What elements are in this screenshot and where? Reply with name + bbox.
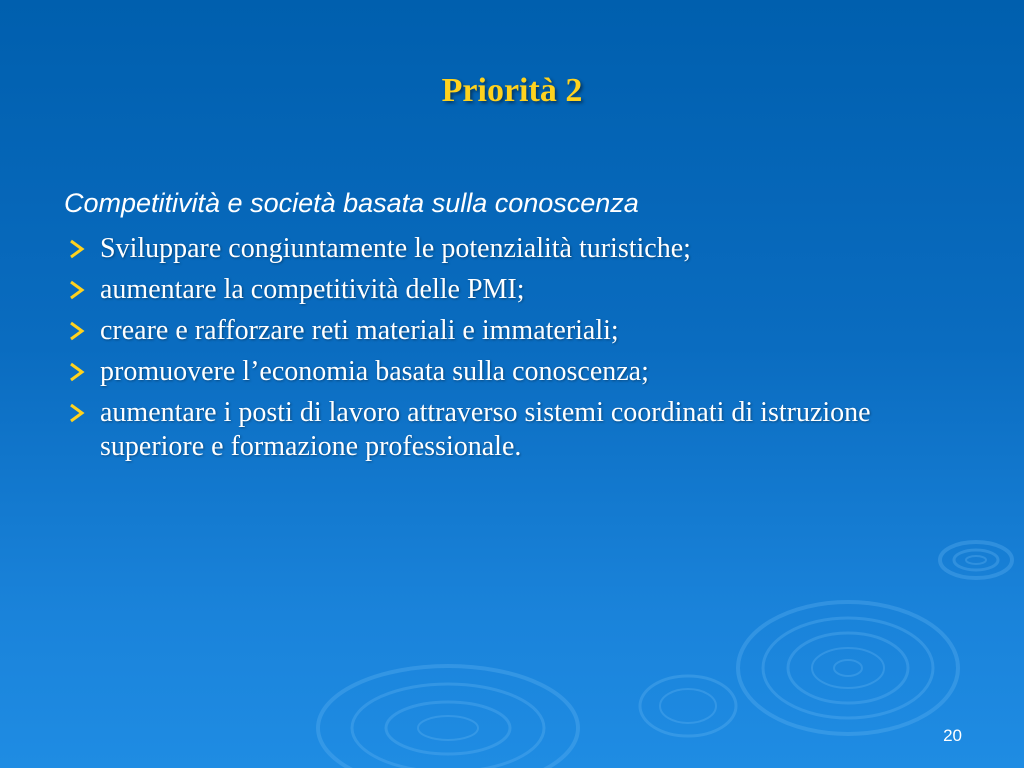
bullet-item [64, 355, 944, 389]
bullet-item [64, 232, 944, 266]
arrow-bullet-icon [66, 279, 88, 301]
arrow-bullet-icon [66, 361, 88, 383]
bullet-text: Sviluppare congiuntamente le potenzialità turistiche; [100, 233, 691, 264]
page-number: 20 [943, 726, 962, 745]
bullet-item [64, 396, 944, 464]
bullet-item [64, 314, 944, 348]
slide-subtitle: Competitività e società basata sulla conoscenza [64, 188, 639, 218]
bullet-item [64, 273, 944, 307]
slide-title: Priorità 2 [441, 72, 583, 109]
bullet-text: promuovere l’economia basata sulla conoscenza; [100, 356, 649, 387]
bullet-text: aumentare la competitività delle PMI; [100, 274, 525, 305]
arrow-bullet-icon [66, 402, 88, 424]
bullet-text: aumentare i posti di lavoro attraverso sistemi coordinati di istruzione superiore e formazione professionale. [100, 397, 871, 462]
arrow-bullet-icon [66, 238, 88, 260]
bullet-list [64, 232, 944, 471]
bullet-text: creare e rafforzare reti materiali e immateriali; [100, 315, 619, 346]
arrow-bullet-icon [66, 320, 88, 342]
